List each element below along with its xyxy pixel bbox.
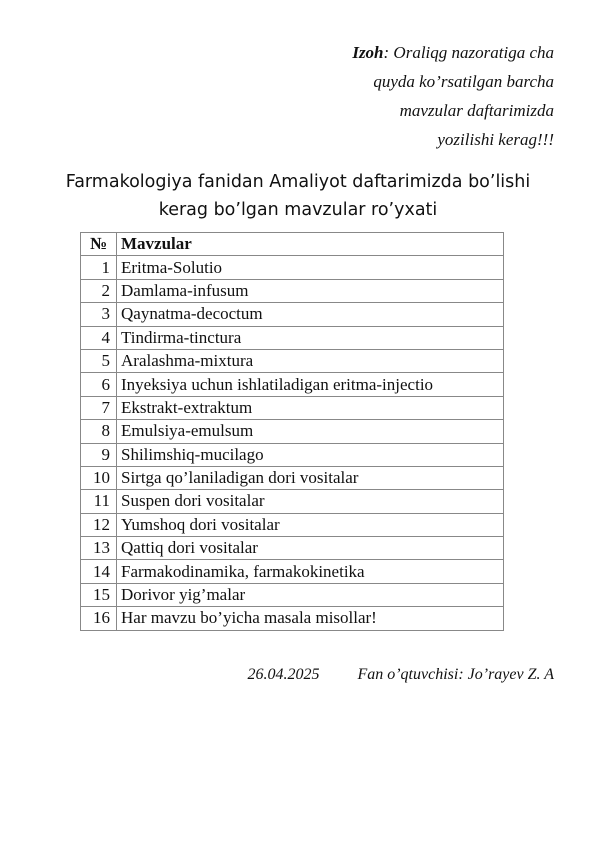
table-row	[81, 349, 504, 372]
note-block	[254, 38, 554, 154]
row-number: 11	[81, 490, 117, 513]
page-title	[20, 168, 576, 224]
row-number: 2	[81, 279, 117, 302]
page-title-line-2: kerag bo’lgan mavzular ro’yxati	[158, 200, 438, 220]
row-number: 16	[81, 607, 117, 630]
row-topic: Shilimshiq-mucilago	[117, 443, 504, 466]
page-title-line-1: Farmakologiya fanidan Amaliyot daftarimizda bo’lishi	[65, 172, 531, 192]
table-row	[81, 537, 504, 560]
note-line-2: quyda ko’rsatilgan barcha	[373, 72, 554, 91]
table-row	[81, 256, 504, 279]
row-topic: Aralashma-mixtura	[117, 349, 504, 372]
row-number: 4	[81, 326, 117, 349]
table-row	[81, 373, 504, 396]
table-row	[81, 513, 504, 536]
row-topic: Eritma-Solutio	[117, 256, 504, 279]
table-row	[81, 279, 504, 302]
row-number: 12	[81, 513, 117, 536]
row-number: 8	[81, 420, 117, 443]
table-row	[81, 303, 504, 326]
row-topic: Suspen dori vositalar	[117, 490, 504, 513]
table-row	[81, 583, 504, 606]
note-label: Izoh	[352, 43, 384, 62]
row-topic: Dorivor yig’malar	[117, 583, 504, 606]
table-row	[81, 326, 504, 349]
row-topic: Emulsiya-emulsum	[117, 420, 504, 443]
row-number: 1	[81, 256, 117, 279]
footer	[247, 666, 554, 684]
table-row	[81, 607, 504, 630]
row-topic: Sirtga qo’laniladigan dori vositalar	[117, 466, 504, 489]
row-number: 14	[81, 560, 117, 583]
note-line-4: yozilishi kerag!!!	[437, 130, 554, 149]
header-number: №	[81, 233, 117, 256]
footer-teacher: Fan o’qtuvchisi: Jo’rayev Z. A	[357, 666, 554, 683]
footer-date: 26.04.2025	[247, 666, 320, 683]
row-topic: Qaynatma-decoctum	[117, 303, 504, 326]
row-topic: Damlama-infusum	[117, 279, 504, 302]
table-header-row	[81, 233, 504, 256]
note-line-3: mavzular daftarimizda	[399, 101, 554, 120]
table-body	[81, 256, 504, 630]
row-topic: Yumshoq dori vositalar	[117, 513, 504, 536]
row-number: 3	[81, 303, 117, 326]
row-topic: Tindirma-tinctura	[117, 326, 504, 349]
table-row	[81, 560, 504, 583]
topics-table	[80, 232, 504, 631]
note-line-1	[254, 38, 554, 67]
row-number: 10	[81, 466, 117, 489]
row-topic: Ekstrakt-extraktum	[117, 396, 504, 419]
row-topic: Har mavzu bo’yicha masala misollar!	[117, 607, 504, 630]
row-number: 13	[81, 537, 117, 560]
header-topic: Mavzular	[117, 233, 504, 256]
note-text: : Oraliqg nazoratiga cha	[383, 43, 554, 62]
row-number: 6	[81, 373, 117, 396]
table-row	[81, 490, 504, 513]
table-row	[81, 466, 504, 489]
row-number: 9	[81, 443, 117, 466]
row-topic: Farmakodinamika, farmakokinetika	[117, 560, 504, 583]
row-topic: Qattiq dori vositalar	[117, 537, 504, 560]
table-row	[81, 443, 504, 466]
row-topic: Inyeksiya uchun ishlatiladigan eritma-injectio	[117, 373, 504, 396]
table-row	[81, 420, 504, 443]
row-number: 5	[81, 349, 117, 372]
row-number: 7	[81, 396, 117, 419]
table-row	[81, 396, 504, 419]
row-number: 15	[81, 583, 117, 606]
